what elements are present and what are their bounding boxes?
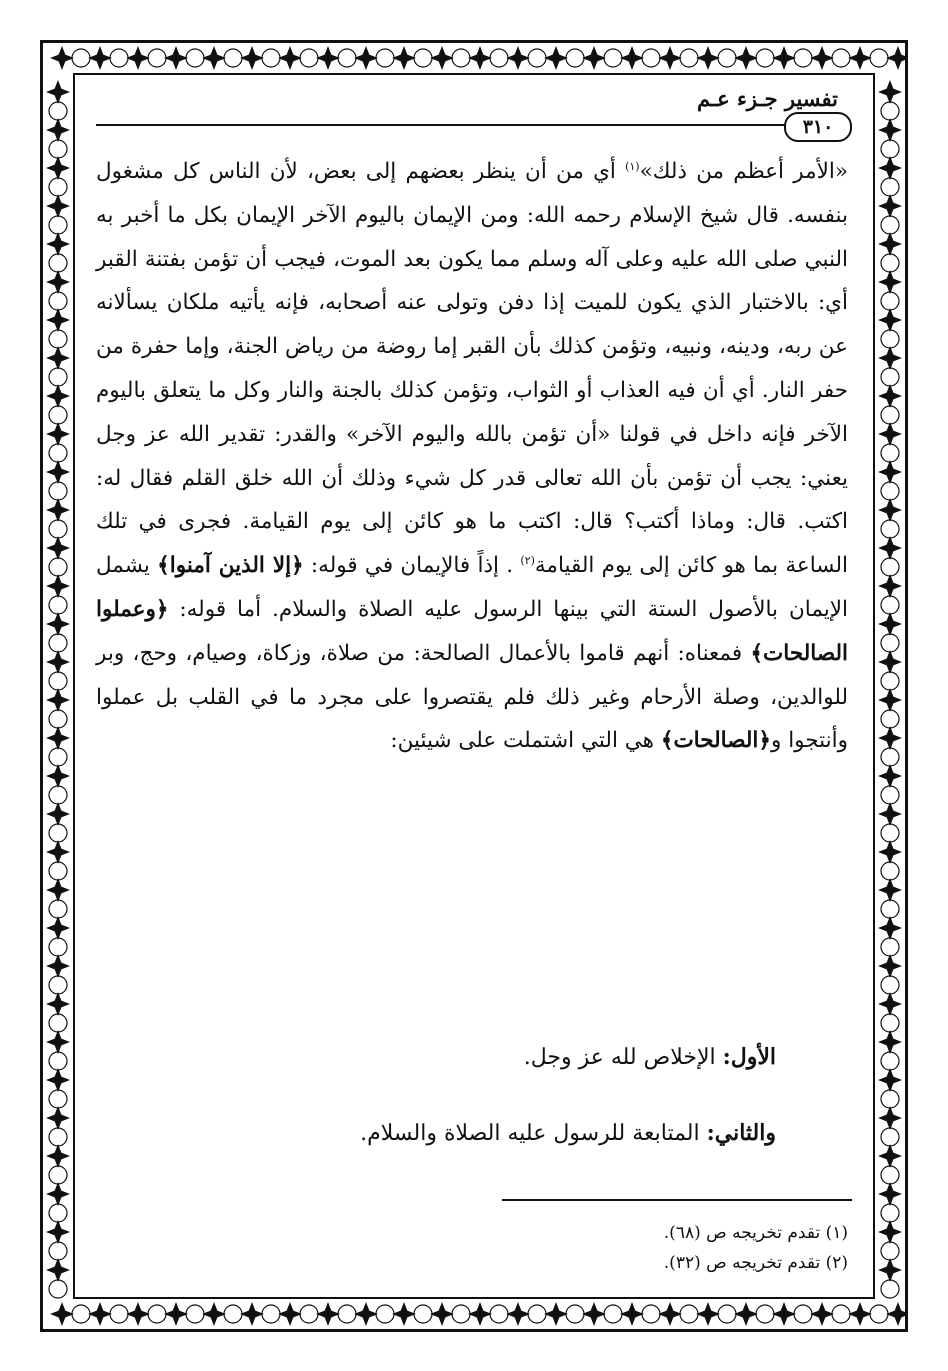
ornament-star-mark: [50, 1302, 74, 1326]
ornament-star-mark: [316, 1302, 340, 1326]
ornament-star-mark: [46, 460, 70, 484]
ornament-star-mark: [878, 840, 902, 864]
ornament-star-mark: [46, 650, 70, 674]
ornament-arc-mark: [756, 49, 774, 67]
ornament-star-mark: [878, 118, 902, 142]
footnote: (٢) تقدم تخريجه ص (٣٢).: [663, 1253, 848, 1273]
ornament-arc-mark: [881, 254, 899, 272]
ornament-arc-mark: [224, 1305, 242, 1323]
ornament-arc-mark: [49, 520, 67, 538]
ornament-star-mark: [46, 1106, 70, 1130]
ornament-star-mark: [202, 1302, 226, 1326]
ornament-star-mark: [240, 1302, 264, 1326]
ornament-star-mark: [46, 992, 70, 1016]
ornament-arc-mark: [49, 1014, 67, 1032]
ornament-star-mark: [354, 1302, 378, 1326]
ornament-arc-mark: [49, 1166, 67, 1184]
ornament-star-mark: [878, 954, 902, 978]
ornament-arc-mark: [148, 1305, 166, 1323]
ornament-star-mark: [582, 1302, 606, 1326]
ornament-arc-mark: [49, 786, 67, 804]
point-label: والثاني:: [706, 1120, 776, 1146]
ornament-star-mark: [772, 46, 796, 70]
ornament-arc-mark: [49, 254, 67, 272]
ornament-arc-mark: [49, 710, 67, 728]
ornament-arc-mark: [680, 49, 698, 67]
ornament-arc-mark: [148, 49, 166, 67]
footnotes: [664, 1218, 848, 1278]
ornament-star-mark: [46, 536, 70, 560]
ornament-arc-mark: [881, 596, 899, 614]
ornament-arc-mark: [881, 406, 899, 424]
ornament-star-mark: [46, 1030, 70, 1054]
ornament-arc-mark: [642, 1305, 660, 1323]
ornament-arc-mark: [49, 140, 67, 158]
ornament-star-mark: [506, 1302, 530, 1326]
ornament-star-mark: [50, 46, 74, 70]
text-span: «الأمر أعظم من ذلك»: [639, 159, 848, 184]
ornament-star-mark: [658, 1302, 682, 1326]
ornament-arc-mark: [881, 444, 899, 462]
ornament-star-mark: [46, 156, 70, 180]
ornament-arc-mark: [881, 1280, 899, 1298]
ornament-star-mark: [696, 1302, 720, 1326]
footnote: (١) تقدم تخريجه ص (٦٨).: [663, 1223, 848, 1243]
ornament-star-mark: [878, 1220, 902, 1244]
ornament-arc-mark: [414, 49, 432, 67]
ornament-arc-mark: [881, 862, 899, 880]
ornament-star-mark: [392, 1302, 416, 1326]
ornament-arc-mark: [49, 1128, 67, 1146]
ornament-arc-mark: [376, 49, 394, 67]
ornament-arc-mark: [881, 1204, 899, 1222]
ornament-star-mark: [878, 992, 902, 1016]
ornament-arc-mark: [881, 558, 899, 576]
ornament-arc-mark: [110, 49, 128, 67]
ornament-star-mark: [46, 878, 70, 902]
point-text: المتابعة للرسول عليه الصلاة والسلام.: [360, 1121, 707, 1146]
ornament-arc-mark: [881, 634, 899, 652]
ornament-star-mark: [88, 1302, 112, 1326]
ornament-star-mark: [878, 574, 902, 598]
ornament-arc-mark: [49, 444, 67, 462]
ornament-star-mark: [878, 422, 902, 446]
footnote-ref-2: (٢): [520, 554, 535, 568]
ornament-star-mark: [878, 802, 902, 826]
ornament-star-mark: [164, 1302, 188, 1326]
ornament-arc-mark: [300, 49, 318, 67]
ornament-arc-mark: [49, 558, 67, 576]
ornament-star-mark: [878, 916, 902, 940]
ornament-star-mark: [886, 1302, 905, 1326]
page-number: ٣١٠: [784, 112, 852, 142]
ornament-arc-mark: [604, 1305, 622, 1323]
ornament-arc-mark: [49, 634, 67, 652]
ornament-arc-mark: [49, 178, 67, 196]
ornament-star-mark: [878, 1030, 902, 1054]
ornament-arc-mark: [414, 1305, 432, 1323]
ornament-arc-mark: [881, 1052, 899, 1070]
ornament-arc-mark: [49, 482, 67, 500]
ornament-arc-mark: [718, 1305, 736, 1323]
ornament-arc-mark: [49, 292, 67, 310]
main-text: [96, 150, 848, 763]
ornament-star-mark: [878, 612, 902, 636]
ornament-star-mark: [878, 1144, 902, 1168]
ornament-arc-mark: [49, 672, 67, 690]
ornament-arc-mark: [881, 976, 899, 994]
ornament-arc-mark: [49, 938, 67, 956]
ornament-band-top: [43, 43, 905, 73]
ornament-arc-mark: [680, 1305, 698, 1323]
ornament-arc-mark: [881, 786, 899, 804]
quran-quote: ﴿الصالحات﴾: [660, 728, 771, 754]
ornament-arc-mark: [49, 596, 67, 614]
ornament-star-mark: [46, 1220, 70, 1244]
text-span: أي من أن ينظر بعضهم إلى بعض، لأن الناس كل مشغول بنفسه. قال شيخ الإسلام رحمه الله: ومن الإيمان باليوم الآخر الإيمان بكل ما أخبر به النبي صلى الله عليه وعلى آله وسلم مما يكون بعد الموت، فيجب أن تؤمن بفتنة القبر أي: بالاختبار الذي يكون للميت إذا دفن وتولى عنه أصحابه، فإنه يأتيه ملكان يسألانه عن ربه، ودينه، ونبيه، وتؤمن كذلك بأن القبر إما روضة من رياض الجنة، وإما حفرة من حفر النار. أي أن فيه العذاب أو الثواب، وتؤمن كذلك بالجنة والنار وكل ما يتعلق باليوم الآخر فإنه داخل في قولنا «أن تؤمن بالله واليوم الآخر» والقدر: تقدير الله عز وجل يعني: يجب أن تؤمن بأن الله تعالى قدر كل شيء وذلك أن الله خلق القلم فقال له: اكتب. قال: وماذا أكتب؟ قال: اكتب ما هو كائن إلى يوم القيامة. فجرى في تلك الساعة بما هو كائن إلى يوم القيامة: [96, 159, 849, 579]
ornament-star-mark: [430, 1302, 454, 1326]
ornament-star-mark: [46, 498, 70, 522]
ornament-arc-mark: [881, 1166, 899, 1184]
footnote-ref-1: (١): [625, 159, 640, 173]
ornament-arc-mark: [566, 49, 584, 67]
ornament-arc-mark: [881, 102, 899, 120]
ornament-star-mark: [46, 384, 70, 408]
ornament-arc-mark: [49, 824, 67, 842]
text-span: . إذاً فالإيمان في قوله:: [303, 553, 521, 579]
ornament-star-mark: [126, 46, 150, 70]
running-title: تفسير جـزء عـم: [696, 86, 838, 111]
ornament-star-mark: [878, 460, 902, 484]
ornament-star-mark: [46, 80, 70, 104]
ornament-band-bottom: [43, 1299, 905, 1329]
ornament-star-mark: [46, 270, 70, 294]
point-label: الأول:: [722, 1044, 776, 1070]
ornament-star-mark: [878, 270, 902, 294]
ornament-star-mark: [878, 1068, 902, 1092]
ornament-star-mark: [544, 1302, 568, 1326]
ornament-arc-mark: [881, 672, 899, 690]
text-span: هي التي اشتملت على شيئين:: [390, 728, 661, 754]
ornament-arc-mark: [490, 49, 508, 67]
ornament-arc-mark: [49, 1204, 67, 1222]
ornament-star-mark: [582, 46, 606, 70]
ornament-star-mark: [878, 498, 902, 522]
ornament-star-mark: [772, 1302, 796, 1326]
ornament-arc-mark: [49, 1052, 67, 1070]
ornament-star-mark: [46, 954, 70, 978]
ornament-arc-mark: [881, 292, 899, 310]
ornament-star-mark: [240, 46, 264, 70]
ornament-star-mark: [810, 1302, 834, 1326]
ornament-arc-mark: [528, 1305, 546, 1323]
quran-quote: ﴿وعملوا الصالحات﴾: [96, 596, 848, 666]
ornament-arc-mark: [490, 1305, 508, 1323]
ornament-arc-mark: [376, 1305, 394, 1323]
ornament-arc-mark: [452, 49, 470, 67]
ornament-star-mark: [658, 46, 682, 70]
ornament-star-mark: [506, 46, 530, 70]
ornament-arc-mark: [881, 1090, 899, 1108]
ornament-arc-mark: [49, 406, 67, 424]
ornament-arc-mark: [49, 862, 67, 880]
ornament-arc-mark: [881, 1128, 899, 1146]
ornament-arc-mark: [186, 49, 204, 67]
ornament-star-mark: [46, 194, 70, 218]
ornament-arc-mark: [881, 330, 899, 348]
ornament-arc-mark: [49, 102, 67, 120]
ornament-star-mark: [88, 46, 112, 70]
point-item: [96, 1044, 776, 1070]
ornament-arc-mark: [49, 1090, 67, 1108]
ornament-star-mark: [878, 1258, 902, 1282]
ornament-star-mark: [278, 1302, 302, 1326]
ornament-arc-mark: [881, 178, 899, 196]
ornament-star-mark: [202, 46, 226, 70]
ornament-star-mark: [878, 726, 902, 750]
ornament-arc-mark: [49, 1280, 67, 1298]
ornament-star-mark: [878, 688, 902, 712]
ornament-arc-mark: [881, 824, 899, 842]
ornament-star-mark: [46, 726, 70, 750]
ornament-arc-mark: [186, 1305, 204, 1323]
ornament-arc-mark: [881, 216, 899, 234]
ornament-star-mark: [620, 1302, 644, 1326]
ornament-arc-mark: [794, 1305, 812, 1323]
ornament-star-mark: [878, 80, 902, 104]
ornament-arc-mark: [110, 1305, 128, 1323]
ornament-star-mark: [878, 536, 902, 560]
text-span: يشمل الإيمان بالأصول الستة التي بينها الرسول عليه الصلاة والسلام. أما قوله:: [96, 553, 848, 622]
point-text: الإخلاص لله عز وجل.: [523, 1045, 723, 1070]
ornament-star-mark: [46, 802, 70, 826]
ornament-star-mark: [164, 46, 188, 70]
ornament-star-mark: [878, 764, 902, 788]
ornament-arc-mark: [832, 1305, 850, 1323]
ornament-star-mark: [620, 46, 644, 70]
ornament-arc-mark: [870, 49, 888, 67]
ornament-star-mark: [316, 46, 340, 70]
ornament-arc-mark: [881, 1242, 899, 1260]
ornament-star-mark: [878, 1106, 902, 1130]
ornament-star-mark: [46, 764, 70, 788]
ornament-star-mark: [878, 232, 902, 256]
paragraph: [96, 150, 848, 763]
ornament-star-mark: [46, 346, 70, 370]
ornament-star-mark: [46, 574, 70, 598]
ornament-star-mark: [46, 688, 70, 712]
ornament-arc-mark: [881, 938, 899, 956]
ornament-arc-mark: [49, 368, 67, 386]
ornament-star-mark: [878, 384, 902, 408]
ornament-star-mark: [468, 46, 492, 70]
ornament-arc-mark: [72, 49, 90, 67]
ornament-star-mark: [392, 46, 416, 70]
ornament-star-mark: [544, 46, 568, 70]
ornament-arc-mark: [49, 216, 67, 234]
ornament-star-mark: [354, 46, 378, 70]
ornament-star-mark: [886, 46, 905, 70]
ornament-arc-mark: [756, 1305, 774, 1323]
ornament-star-mark: [46, 1068, 70, 1092]
ornament-arc-mark: [338, 1305, 356, 1323]
ornament-arc-mark: [718, 49, 736, 67]
ornament-star-mark: [46, 840, 70, 864]
ornament-star-mark: [46, 308, 70, 332]
ornament-band-right: [875, 73, 905, 1299]
ornament-arc-mark: [262, 49, 280, 67]
ornament-star-mark: [278, 46, 302, 70]
ornament-star-mark: [46, 1182, 70, 1206]
ornament-star-mark: [878, 194, 902, 218]
ornament-star-mark: [46, 232, 70, 256]
ornament-arc-mark: [262, 1305, 280, 1323]
ornament-star-mark: [878, 650, 902, 674]
ornament-star-mark: [878, 156, 902, 180]
ornament-star-mark: [734, 1302, 758, 1326]
ornament-arc-mark: [528, 49, 546, 67]
ornament-arc-mark: [881, 520, 899, 538]
ornament-star-mark: [46, 612, 70, 636]
header-rule: [96, 124, 852, 126]
ornament-arc-mark: [881, 482, 899, 500]
ornament-star-mark: [468, 1302, 492, 1326]
ornament-arc-mark: [604, 49, 622, 67]
ornament-arc-mark: [338, 49, 356, 67]
ornament-star-mark: [878, 308, 902, 332]
ornament-star-mark: [810, 46, 834, 70]
ornament-arc-mark: [49, 748, 67, 766]
quran-quote: ﴿إلا الذين آمنوا﴾: [157, 553, 304, 579]
ornament-arc-mark: [72, 1305, 90, 1323]
ornament-star-mark: [696, 46, 720, 70]
ornament-arc-mark: [832, 49, 850, 67]
ornament-arc-mark: [566, 1305, 584, 1323]
ornament-star-mark: [430, 46, 454, 70]
ornament-arc-mark: [49, 976, 67, 994]
ornament-star-mark: [878, 346, 902, 370]
footnote-rule: [502, 1199, 852, 1201]
ornament-star-mark: [848, 46, 872, 70]
ornament-star-mark: [126, 1302, 150, 1326]
ornament-arc-mark: [642, 49, 660, 67]
ornament-arc-mark: [881, 1014, 899, 1032]
ornament-arc-mark: [300, 1305, 318, 1323]
ornament-star-mark: [46, 422, 70, 446]
ornament-star-mark: [878, 878, 902, 902]
ornament-arc-mark: [881, 140, 899, 158]
ornament-arc-mark: [49, 330, 67, 348]
ornament-star-mark: [46, 916, 70, 940]
ornament-star-mark: [848, 1302, 872, 1326]
ornament-star-mark: [46, 1258, 70, 1282]
ornament-arc-mark: [794, 49, 812, 67]
ornament-arc-mark: [881, 710, 899, 728]
point-item: [96, 1120, 776, 1146]
ornament-arc-mark: [870, 1305, 888, 1323]
ornament-band-left: [43, 73, 73, 1299]
ornament-arc-mark: [881, 900, 899, 918]
ornament-star-mark: [734, 46, 758, 70]
ornament-arc-mark: [224, 49, 242, 67]
ornament-arc-mark: [881, 748, 899, 766]
ornament-star-mark: [46, 118, 70, 142]
ornament-arc-mark: [49, 1242, 67, 1260]
ornament-arc-mark: [452, 1305, 470, 1323]
ornament-star-mark: [46, 1144, 70, 1168]
ornament-star-mark: [878, 1182, 902, 1206]
ornament-arc-mark: [881, 368, 899, 386]
text-span: فمعناه: أنهم قاموا بالأعمال الصالحة: من صلاة، وزكاة، وصيام، وحج، وبر للوالدين، وصلة الأرحام وغير ذلك فلم يقتصروا على مجرد ما في القلب بل عملوا وأنتجوا و: [96, 640, 848, 754]
ornament-arc-mark: [49, 900, 67, 918]
